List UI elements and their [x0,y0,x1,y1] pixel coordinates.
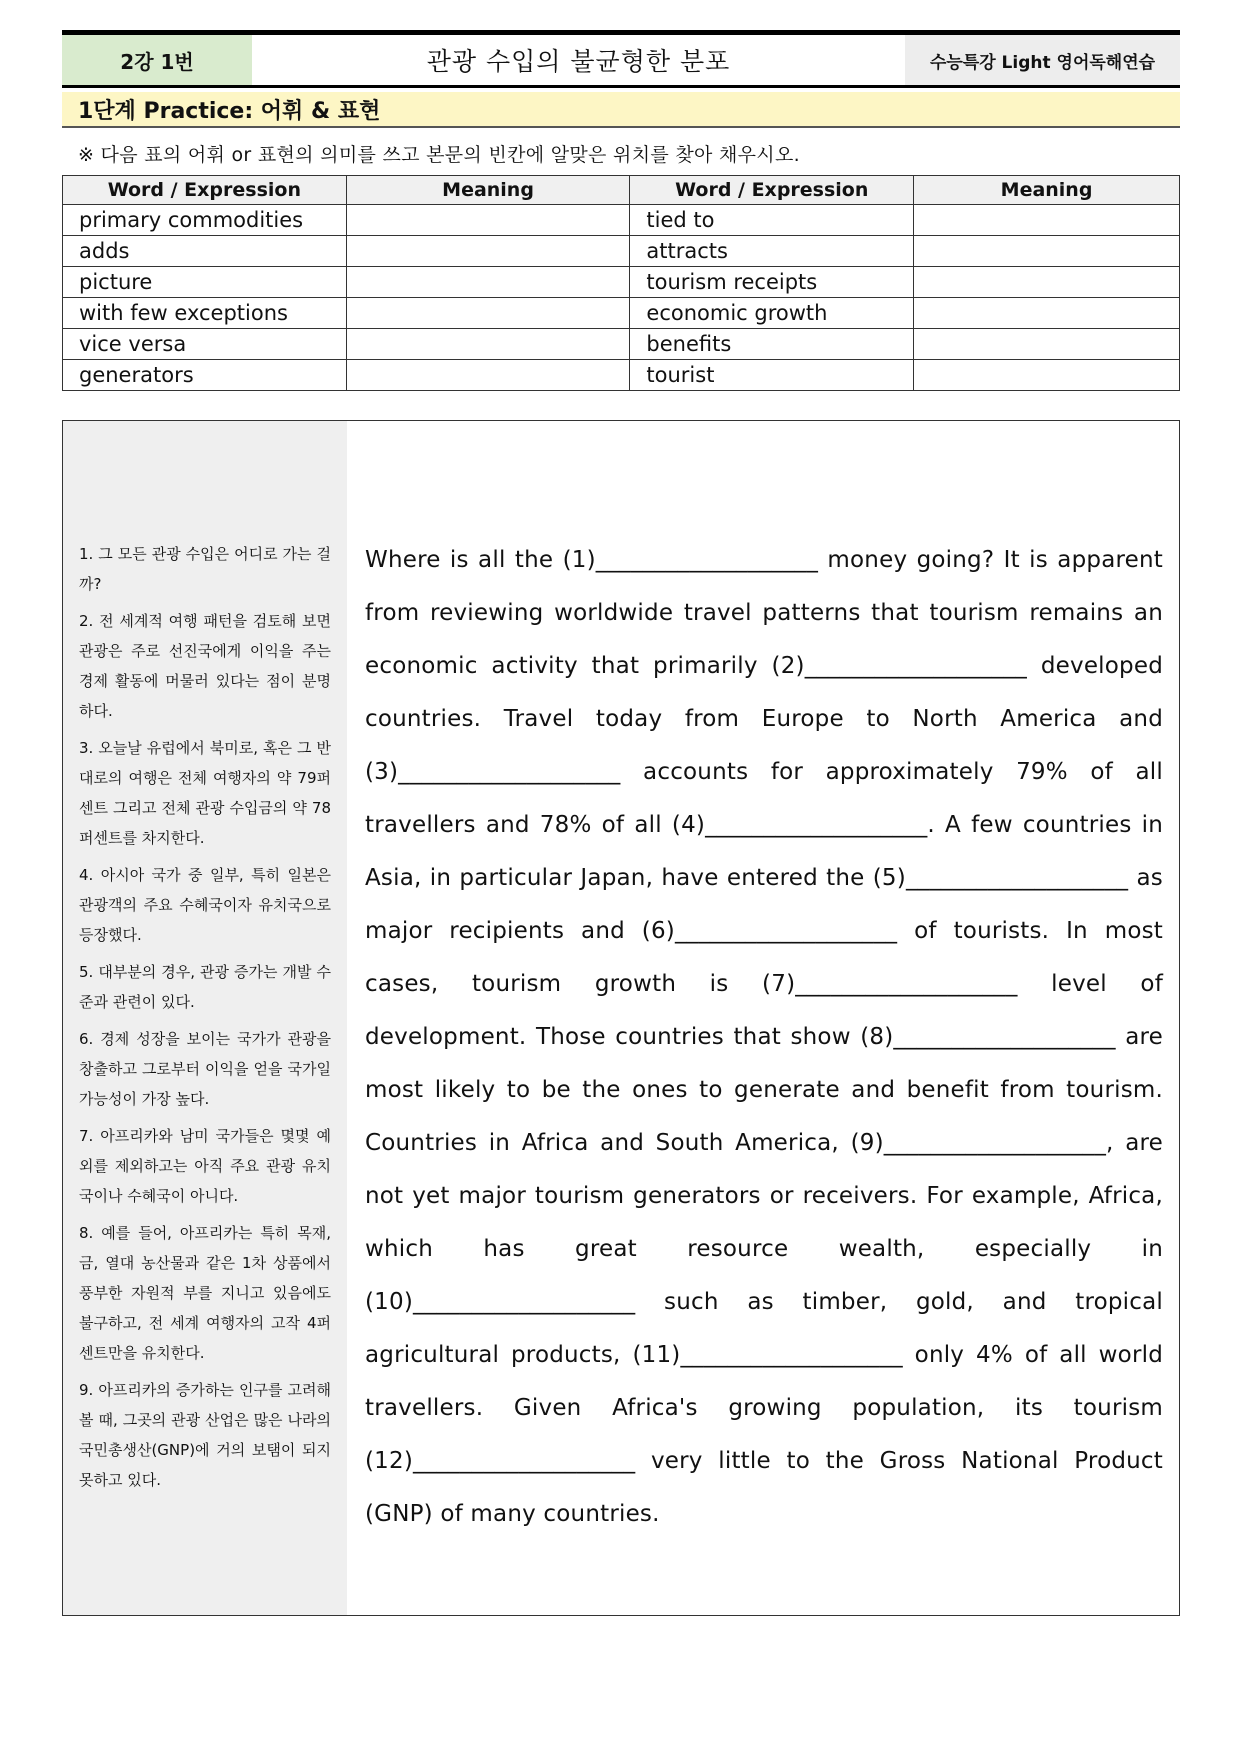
header-meaning: Meaning [914,176,1180,205]
meaning-cell[interactable] [914,267,1180,298]
page-title: 관광 수입의 불균형한 분포 [426,47,731,76]
word-cell: picture [63,267,347,298]
meaning-cell[interactable] [346,360,630,391]
translation-note: 3. 오늘날 유럽에서 북미로, 혹은 그 반대로의 여행은 전체 여행자의 약 79퍼센트 그리고 전체 관광 수입금의 약 78퍼센트를 차지한다. [79,739,331,847]
word-cell: with few exceptions [63,298,347,329]
translation-note: 1. 그 모든 관광 수입은 어디로 가는 걸까? [79,545,331,593]
header-word-expression: Word / Expression [630,176,914,205]
meaning-cell[interactable] [914,298,1180,329]
word-cell: adds [63,236,347,267]
translation-note: 4. 아시아 국가 중 일부, 특히 일본은 관광객의 주요 수혜국이자 유치국으로 등장했다. [79,866,331,944]
meaning-cell[interactable] [914,329,1180,360]
header-meaning: Meaning [346,176,630,205]
meaning-cell[interactable] [914,205,1180,236]
meaning-cell[interactable] [346,236,630,267]
meaning-cell[interactable] [346,205,630,236]
table-row [63,329,1180,360]
book-title: 수능특강 Light 영어독해연습 [905,35,1180,85]
korean-translation-notes [63,421,347,1615]
reading-box [62,420,1180,1616]
word-cell: vice versa [63,329,347,360]
meaning-cell[interactable] [346,329,630,360]
translation-note: 8. 예를 들어, 아프리카는 특히 목재, 금, 열대 농산물과 같은 1차 상품에서 풍부한 자원적 부를 지니고 있음에도 불구하고, 전 세계 여행자의 고작 4퍼센트만을 유치한다. [79,1224,331,1362]
translation-note: 9. 아프리카의 증가하는 인구를 고려해 볼 때, 그곳의 관광 산업은 많은 나라의 국민총생산(GNP)에 거의 보탬이 되지 못하고 있다. [79,1381,331,1489]
meaning-cell[interactable] [914,236,1180,267]
meaning-cell[interactable] [346,298,630,329]
vocab-table [62,175,1180,391]
word-cell: attracts [630,236,914,267]
table-row [63,360,1180,391]
header-word-expression: Word / Expression [63,176,347,205]
table-row [63,236,1180,267]
word-cell: tourist [630,360,914,391]
vocab-header-row [63,176,1180,205]
lesson-number: 2강 1번 [62,35,252,85]
translation-note: 6. 경제 성장을 보이는 국가가 관광을 창출하고 그로부터 이익을 얻을 국가일 가능성이 가장 높다. [79,1030,331,1108]
meaning-cell[interactable] [914,360,1180,391]
word-cell: economic growth [630,298,914,329]
translation-note: 7. 아프리카와 남미 국가들은 몇몇 예외를 제외하고는 아직 주요 관광 유치국이나 수혜국이 아니다. [79,1127,331,1205]
page-header [62,30,1180,88]
table-row [63,298,1180,329]
translation-note: 2. 전 세계적 여행 패턴을 검토해 보면 관광은 주로 선진국에게 이익을 주는 경제 활동에 머물러 있다는 점이 분명하다. [79,612,331,720]
word-cell: primary commodities [63,205,347,236]
stage-heading: 1단계 Practice: 어휘 & 표현 [62,92,1180,128]
word-cell: generators [63,360,347,391]
meaning-cell[interactable] [346,267,630,298]
word-cell: benefits [630,329,914,360]
word-cell: tied to [630,205,914,236]
table-row [63,267,1180,298]
translation-note: 5. 대부분의 경우, 관광 증가는 개발 수준과 관련이 있다. [79,963,331,1011]
instruction-text: ※ 다음 표의 어휘 or 표현의 의미를 쓰고 본문의 빈칸에 알맞은 위치를 찾아 채우시오. [78,144,800,166]
word-cell: tourism receipts [630,267,914,298]
table-row [63,205,1180,236]
passage-text: Where is all the (1)___________________ money going? It is apparent from reviewing worldwide travel patterns that tourism remains an economic activity that primarily (2)___________________ developed countries. Travel today from Europe to North America and (3)___________________ accounts for approximately 79% of all travellers and 78% of all (4)___________________. A few countries in Asia, in particular Japan, have entered the (5)___________________ as major recipients and (6)___________________ of tourists. In most cases, tourism growth is (7)___________________ level of development. Those countries that show (8)___________________ are most likely to be the ones to generate and benefit from tourism. Countries in Africa and South America, (9)___________________, are not yet major tourism generators or receivers. For example, Africa, which has great resource wealth, especially in (10)___________________ such as timber, gold, and tropical agricultural products, (11)___________________ only 4% of all world travellers. Given Africa's growing population, its tourism (12)___________________ very little to the Gross National Product (GNP) of many countries. [365,547,1163,1527]
